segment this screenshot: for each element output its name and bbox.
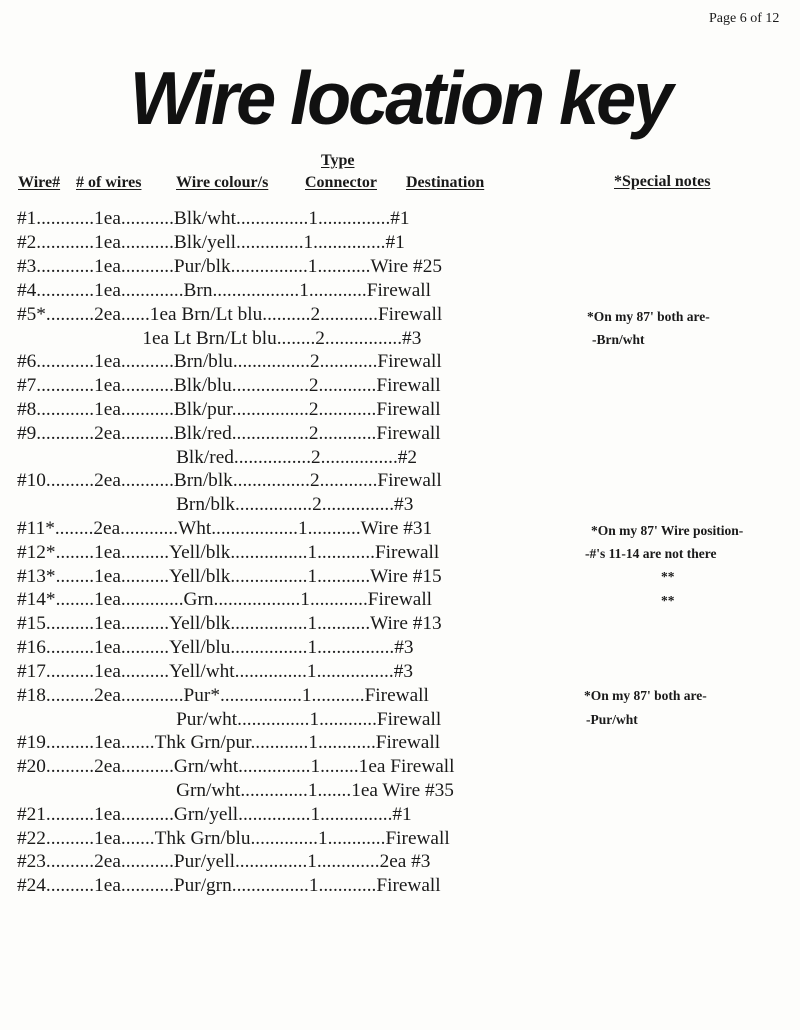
- special-note: *On my 87' both are-: [587, 309, 710, 324]
- special-note: *On my 87' Wire position-: [591, 523, 744, 538]
- table-row: Grn/wht..............1.......1ea Wire #35: [17, 780, 454, 801]
- special-note: *On my 87' both are-: [584, 688, 707, 703]
- table-row: #4............1ea.............Brn..................1............Firewall: [17, 280, 431, 301]
- special-note: -Brn/wht: [592, 332, 645, 347]
- table-row: #8............1ea...........Blk/pur................2............Firewall: [17, 399, 441, 420]
- table-row: #17..........1ea..........Yell/wht...............1................#3: [17, 661, 413, 682]
- header-special-notes: *Special notes: [614, 173, 711, 190]
- table-row: 1ea Lt Brn/Lt blu........2................#3: [17, 328, 422, 349]
- table-row: #12*........1ea..........Yell/blk................1............Firewall: [17, 542, 440, 563]
- special-note: -Pur/wht: [586, 712, 638, 727]
- table-row: #24..........1ea...........Pur/grn................1............Firewall: [17, 875, 441, 896]
- header-destination: Destination: [406, 174, 485, 191]
- table-row: Brn/blk................2...............#3: [17, 494, 414, 515]
- header-number-of-wires: # of wires: [76, 174, 142, 191]
- table-row: #15..........1ea..........Yell/blk................1...........Wire #13: [17, 613, 442, 634]
- table-row: #19..........1ea.......Thk Grn/pur............1............Firewall: [17, 732, 441, 753]
- header-wire-colour: Wire colour/s: [176, 174, 269, 191]
- table-row: #22..........1ea.......Thk Grn/blu..............1............Firewall: [17, 828, 450, 849]
- table-row: #11*........2ea............Wht..................1...........Wire #31: [17, 518, 433, 539]
- page-title: Wire location key: [129, 57, 671, 141]
- special-note: -#'s 11-14 are not there: [585, 546, 717, 561]
- table-row: #7............1ea...........Blk/blu................2............Firewall: [17, 375, 441, 396]
- table-row: #6............1ea...........Brn/blu................2............Firewall: [17, 351, 442, 372]
- header-connector: Connector: [305, 174, 377, 191]
- table-row: #10..........2ea...........Brn/blk................2............Firewall: [17, 470, 442, 491]
- table-row: #14*........1ea.............Grn..................1............Firewall: [17, 589, 433, 610]
- table-row: #5*..........2ea......1ea Brn/Lt blu..........2............Firewall: [17, 304, 443, 325]
- table-row: #23..........2ea...........Pur/yell...............1.............2ea #3: [17, 851, 431, 872]
- table-row: #9............2ea...........Blk/red................2............Firewall: [17, 423, 441, 444]
- special-note: **: [661, 593, 675, 608]
- table-row: #3............1ea...........Pur/blk................1...........Wire #25: [17, 256, 442, 277]
- header-wire-number: Wire#: [18, 174, 61, 191]
- table-row: Pur/wht...............1............Firewall: [17, 709, 442, 730]
- special-note: **: [661, 569, 675, 584]
- table-row: #1............1ea...........Blk/wht...............1...............#1: [17, 208, 410, 229]
- table-row: Blk/red................2................#2: [17, 447, 418, 468]
- table-row: #16..........1ea..........Yell/blu................1................#3: [17, 637, 414, 658]
- table-row: #18..........2ea.............Pur*.................1...........Firewall: [17, 685, 429, 706]
- page-number: Page 6 of 12: [709, 11, 780, 26]
- table-row: #13*........1ea..........Yell/blk................1...........Wire #15: [17, 566, 442, 587]
- table-row: #21..........1ea...........Grn/yell...............1...............#1: [17, 804, 412, 825]
- table-row: #2............1ea...........Blk/yell..............1...............#1: [17, 232, 405, 253]
- header-type: Type: [321, 152, 355, 169]
- table-row: #20..........2ea...........Grn/wht...............1........1ea Firewall: [17, 756, 455, 777]
